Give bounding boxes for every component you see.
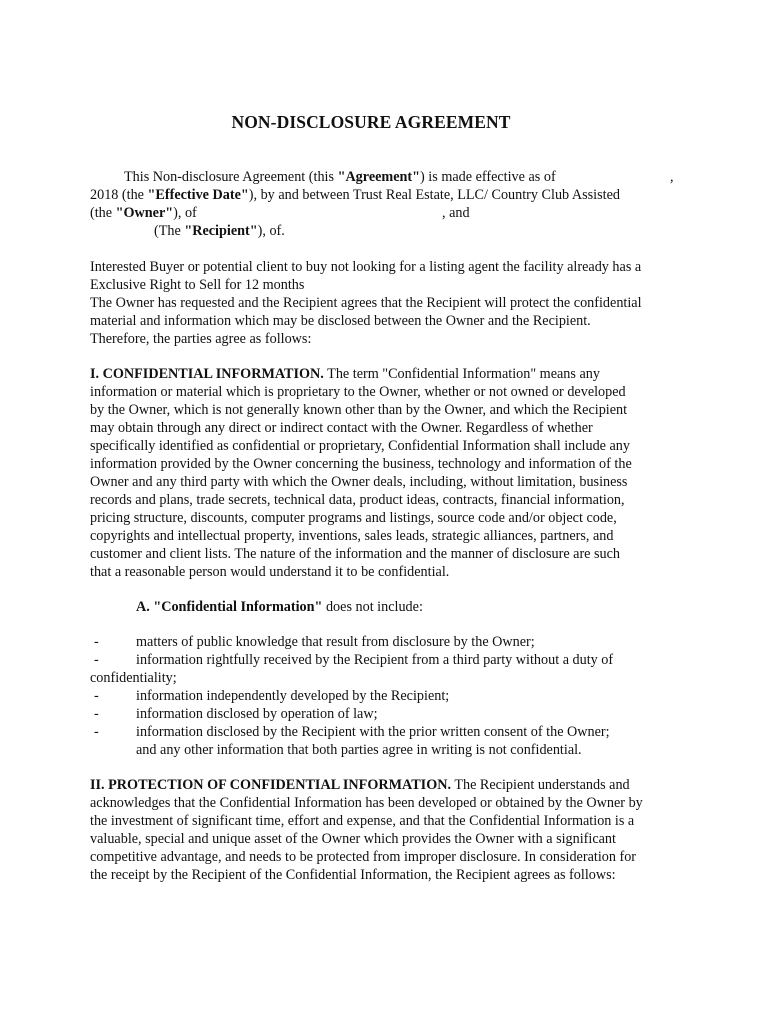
intro-comma: , [670, 169, 674, 185]
section-1-line: Owner and any third party with which the Owner deals, including, without limitation, business [90, 474, 628, 490]
purpose-line: material and information which may be disclosed between the Owner and the Recipient. [90, 313, 591, 329]
list-item: information rightfully received by the Recipient from a third party without a duty of [136, 652, 614, 668]
section-2-line: the receipt by the Recipient of the Confidential Information, the Recipient agrees as follows: [90, 867, 616, 883]
section-2-line: the investment of significant time, effort and expense, and that the Confidential Information is a [90, 813, 635, 829]
section-2-line: competitive advantage, and needs to be protected from improper disclosure. In consideration for [90, 849, 637, 865]
section-1-line: that a reasonable person would understand it to be confidential. [90, 564, 450, 580]
section-2-line: acknowledges that the Confidential Information has been developed or obtained by the Owner by [90, 795, 643, 811]
section-1-line: may obtain through any direct or indirect contact with the Owner. Regardless of whether [90, 420, 593, 436]
list-item: information independently developed by the Recipient; [136, 688, 450, 704]
recipient-term: "Recipient" [184, 223, 258, 239]
owner-term: "Owner" [115, 205, 174, 221]
intro-text: ), by and between Trust Real Estate, LLC/ Country Club Assisted [248, 187, 620, 203]
intro-line-4 [154, 222, 285, 240]
purpose-line: Therefore, the parties agree as follows: [90, 331, 312, 347]
section-1-line: customer and client lists. The nature of the information and the manner of disclosure are such [90, 546, 621, 562]
intro-text: (The [154, 223, 185, 239]
intro-line-1 [124, 168, 556, 186]
list-dash: - [94, 652, 99, 668]
section-1-line: copyrights and intellectual property, inventions, sales leads, strategic alliances, partners, and [90, 528, 614, 544]
intro-text: ), of [173, 205, 197, 221]
section-1-line: specifically identified as confidential or proprietary, Confidential Information shall include any [90, 438, 630, 454]
subsection-a-line [136, 598, 423, 616]
section-2-first-line [90, 776, 630, 794]
list-item: information disclosed by the Recipient with the prior written consent of the Owner; [136, 724, 610, 740]
section-1-line: information or material which is proprietary to the Owner, whether or not owned or developed [90, 384, 626, 400]
subsection-a-text: does not include: [322, 599, 423, 615]
purpose-line: Interested Buyer or potential client to buy not looking for a listing agent the facility already has a [90, 259, 642, 275]
purpose-line: The Owner has requested and the Recipient agrees that the Recipient will protect the confidential [90, 295, 642, 311]
intro-line-3 [90, 204, 197, 222]
list-item: and any other information that both parties agree in writing is not confidential. [136, 742, 582, 758]
section-1-line: information provided by the Owner concerning the business, technology and information of the [90, 456, 632, 472]
section-1-text: The term "Confidential Information" means any [323, 366, 600, 382]
purpose-line: Exclusive Right to Sell for 12 months [90, 277, 305, 293]
list-dash: - [94, 724, 99, 740]
list-dash: - [94, 688, 99, 704]
list-item: information disclosed by operation of law; [136, 706, 378, 722]
list-item-wrap: confidentiality; [90, 670, 177, 686]
section-2-line: valuable, special and unique asset of the Owner which provides the Owner with a significant [90, 831, 616, 847]
section-1-first-line [90, 365, 600, 383]
list-dash: - [94, 634, 99, 650]
section-1-line: records and plans, trade secrets, technical data, product ideas, contracts, financial information, [90, 492, 625, 508]
section-1-line: pricing structure, discounts, computer programs and listings, source code and/or object code, [90, 510, 617, 526]
document-title: NON-DISCLOSURE AGREEMENT [231, 112, 511, 132]
intro-and: , and [442, 205, 470, 221]
intro-text: This Non-disclosure Agreement (this [124, 169, 338, 185]
intro-text: ) is made effective as of [420, 169, 556, 185]
intro-text: (the [90, 205, 116, 221]
intro-text: 2018 (the [90, 187, 148, 203]
section-2-heading: II. PROTECTION OF CONFIDENTIAL INFORMATION. [90, 777, 452, 793]
section-1-heading: I. CONFIDENTIAL INFORMATION. [90, 366, 324, 382]
section-2-text: The Recipient understands and [451, 777, 630, 793]
intro-line-2 [90, 186, 620, 204]
subsection-a-heading: A. "Confidential Information" [136, 599, 323, 615]
effective-date-term: "Effective Date" [147, 187, 249, 203]
section-1-line: by the Owner, which is not generally known other than by the Owner, and which the Recipient [90, 402, 628, 418]
intro-text: ), of. [257, 223, 285, 239]
list-dash: - [94, 706, 99, 722]
agreement-term: "Agreement" [337, 169, 421, 185]
list-item: matters of public knowledge that result from disclosure by the Owner; [136, 634, 535, 650]
